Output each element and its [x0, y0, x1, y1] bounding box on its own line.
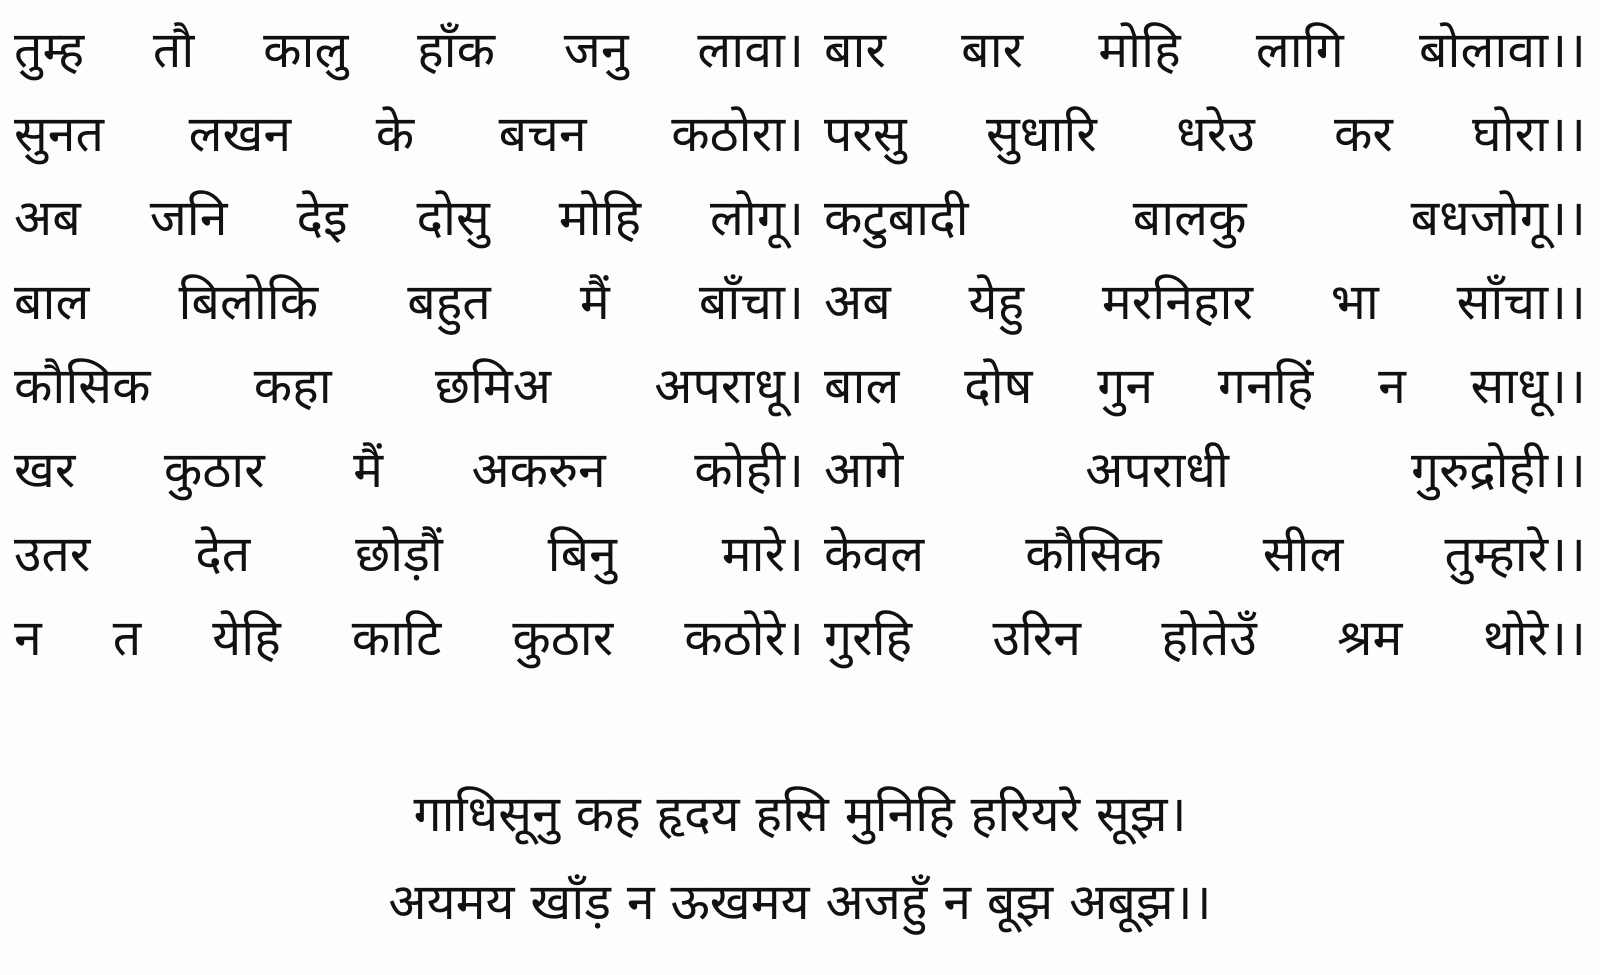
verse-word: परसु [824, 105, 907, 163]
verse-word: साँचा।। [1456, 273, 1586, 331]
verse-line [14, 8, 1586, 92]
verse-word: होतेउँ [1161, 609, 1257, 667]
verse-word: आगे [824, 441, 904, 499]
verse-word: बाल [14, 273, 90, 331]
verse-half-left [14, 596, 824, 680]
verse-half-right [824, 344, 1586, 428]
verse-half-right [824, 596, 1586, 680]
verse-word: बार [961, 21, 1024, 79]
verse-word: धरेउ [1176, 105, 1255, 163]
verse-word: उरिन [992, 609, 1081, 667]
verse-word: गुन [1097, 357, 1154, 415]
verse-word: गुरुद्रोही।। [1411, 441, 1586, 499]
verse-word: घोरा।। [1472, 105, 1586, 163]
verse-word: कौसिक [14, 357, 151, 415]
verse-half-left [14, 260, 824, 344]
verse-word: लावा। [697, 21, 804, 79]
verse-word: बाल [824, 357, 900, 415]
verse-word: कालु [263, 21, 349, 79]
verse-word: भा [1330, 273, 1379, 331]
verse-word: मारे। [721, 525, 804, 583]
verse-line [14, 344, 1586, 428]
verse-word: अकरुन [471, 441, 606, 499]
verse-word: सुधारि [985, 105, 1097, 163]
verse-word: मोहि [558, 189, 642, 247]
verse-word: अपराधू। [654, 357, 804, 415]
doha-block [0, 770, 1600, 946]
verse-word: कर [1334, 105, 1393, 163]
verse-word: त [112, 609, 142, 667]
verse-word: अब [14, 189, 81, 247]
verse-word: कोही। [694, 441, 804, 499]
verse-half-right [824, 428, 1586, 512]
verse-word: खर [14, 441, 76, 499]
verse-word: जनु [563, 21, 629, 79]
chaupai-block [14, 8, 1586, 680]
verse-word: सुनत [14, 105, 105, 163]
verse-word: तौ [152, 21, 195, 79]
verse-half-right [824, 92, 1586, 176]
verse-word: लागि [1255, 21, 1344, 79]
verse-word: कुठार [163, 441, 265, 499]
verse-half-left [14, 8, 824, 92]
verse-line [14, 176, 1586, 260]
verse-half-left [14, 176, 824, 260]
verse-word: गुरहि [824, 609, 913, 667]
verse-word: बाँचा। [698, 273, 804, 331]
verse-word: देइ [296, 189, 348, 247]
verse-word: छमिअ [434, 357, 552, 415]
verse-line [14, 512, 1586, 596]
verse-half-right [824, 176, 1586, 260]
verse-word: अब [824, 273, 891, 331]
verse-word: दोष [964, 357, 1033, 415]
verse-word: सील [1262, 525, 1344, 583]
verse-word: कठोरा। [671, 105, 804, 163]
verse-word: न [1378, 357, 1406, 415]
doha-line-1: गाधिसूनु कह हृदय हसि मुनिहि हरियरे सूझ। [413, 785, 1187, 843]
verse-word: न [14, 609, 42, 667]
verse-word: देत [195, 525, 251, 583]
verse-word: मैं [579, 273, 610, 331]
verse-half-right [824, 260, 1586, 344]
verse-word: के [375, 105, 415, 163]
verse-word: कहा [253, 357, 332, 415]
verse-word: मोहि [1098, 21, 1181, 79]
verse-word: उतर [14, 525, 91, 583]
verse-word: लोगू। [710, 189, 804, 247]
verse-word: हाँक [417, 21, 496, 79]
verse-half-left [14, 512, 824, 596]
verse-word: थोरे।। [1482, 609, 1586, 667]
verse-word: केवल [824, 525, 925, 583]
verse-word: कठोरे। [684, 609, 804, 667]
verse-word: बहुत [407, 273, 491, 331]
verse-word: मैं [353, 441, 384, 499]
verse-half-left [14, 92, 824, 176]
verse-word: बचन [498, 105, 587, 163]
verse-word: येहु [968, 273, 1025, 331]
verse-word: साधू।। [1470, 357, 1586, 415]
verse-word: बार [824, 21, 886, 79]
verse-line [14, 428, 1586, 512]
verse-line [14, 260, 1586, 344]
verse-word: कौसिक [1025, 525, 1162, 583]
verse-word: श्रम [1337, 609, 1403, 667]
verse-word: दोसु [416, 189, 490, 247]
verse-word: लखन [188, 105, 292, 163]
verse-word: बधजोगू।। [1410, 189, 1586, 247]
doha-line-2: अयमय खाँड़ न ऊखमय अजहुँ न बूझ अबूझ।। [388, 873, 1212, 931]
verse-word: छोड़ौं [355, 525, 443, 583]
verse-word: जनि [149, 189, 228, 247]
verse-word: बिनु [547, 525, 617, 583]
verse-word: कटुबादी [824, 189, 969, 247]
verse-half-right [824, 512, 1586, 596]
verse-word: येहि [212, 609, 281, 667]
verse-word: मरनिहार [1101, 273, 1253, 331]
verse-word: अपराधी [1085, 441, 1229, 499]
verse-word: तुम्हारे।। [1444, 525, 1586, 583]
verse-word: बालकु [1132, 189, 1247, 247]
verse-word: बोलावा।। [1418, 21, 1586, 79]
verse-half-right [824, 8, 1586, 92]
verse-word: गनहिं [1217, 357, 1314, 415]
verse-half-left [14, 428, 824, 512]
verse-word: बिलोकि [178, 273, 319, 331]
verse-line [14, 596, 1586, 680]
verse-word: तुम्ह [14, 21, 85, 79]
verse-line [14, 92, 1586, 176]
verse-word: काटि [351, 609, 442, 667]
verse-half-left [14, 344, 824, 428]
verse-word: कुठार [512, 609, 614, 667]
